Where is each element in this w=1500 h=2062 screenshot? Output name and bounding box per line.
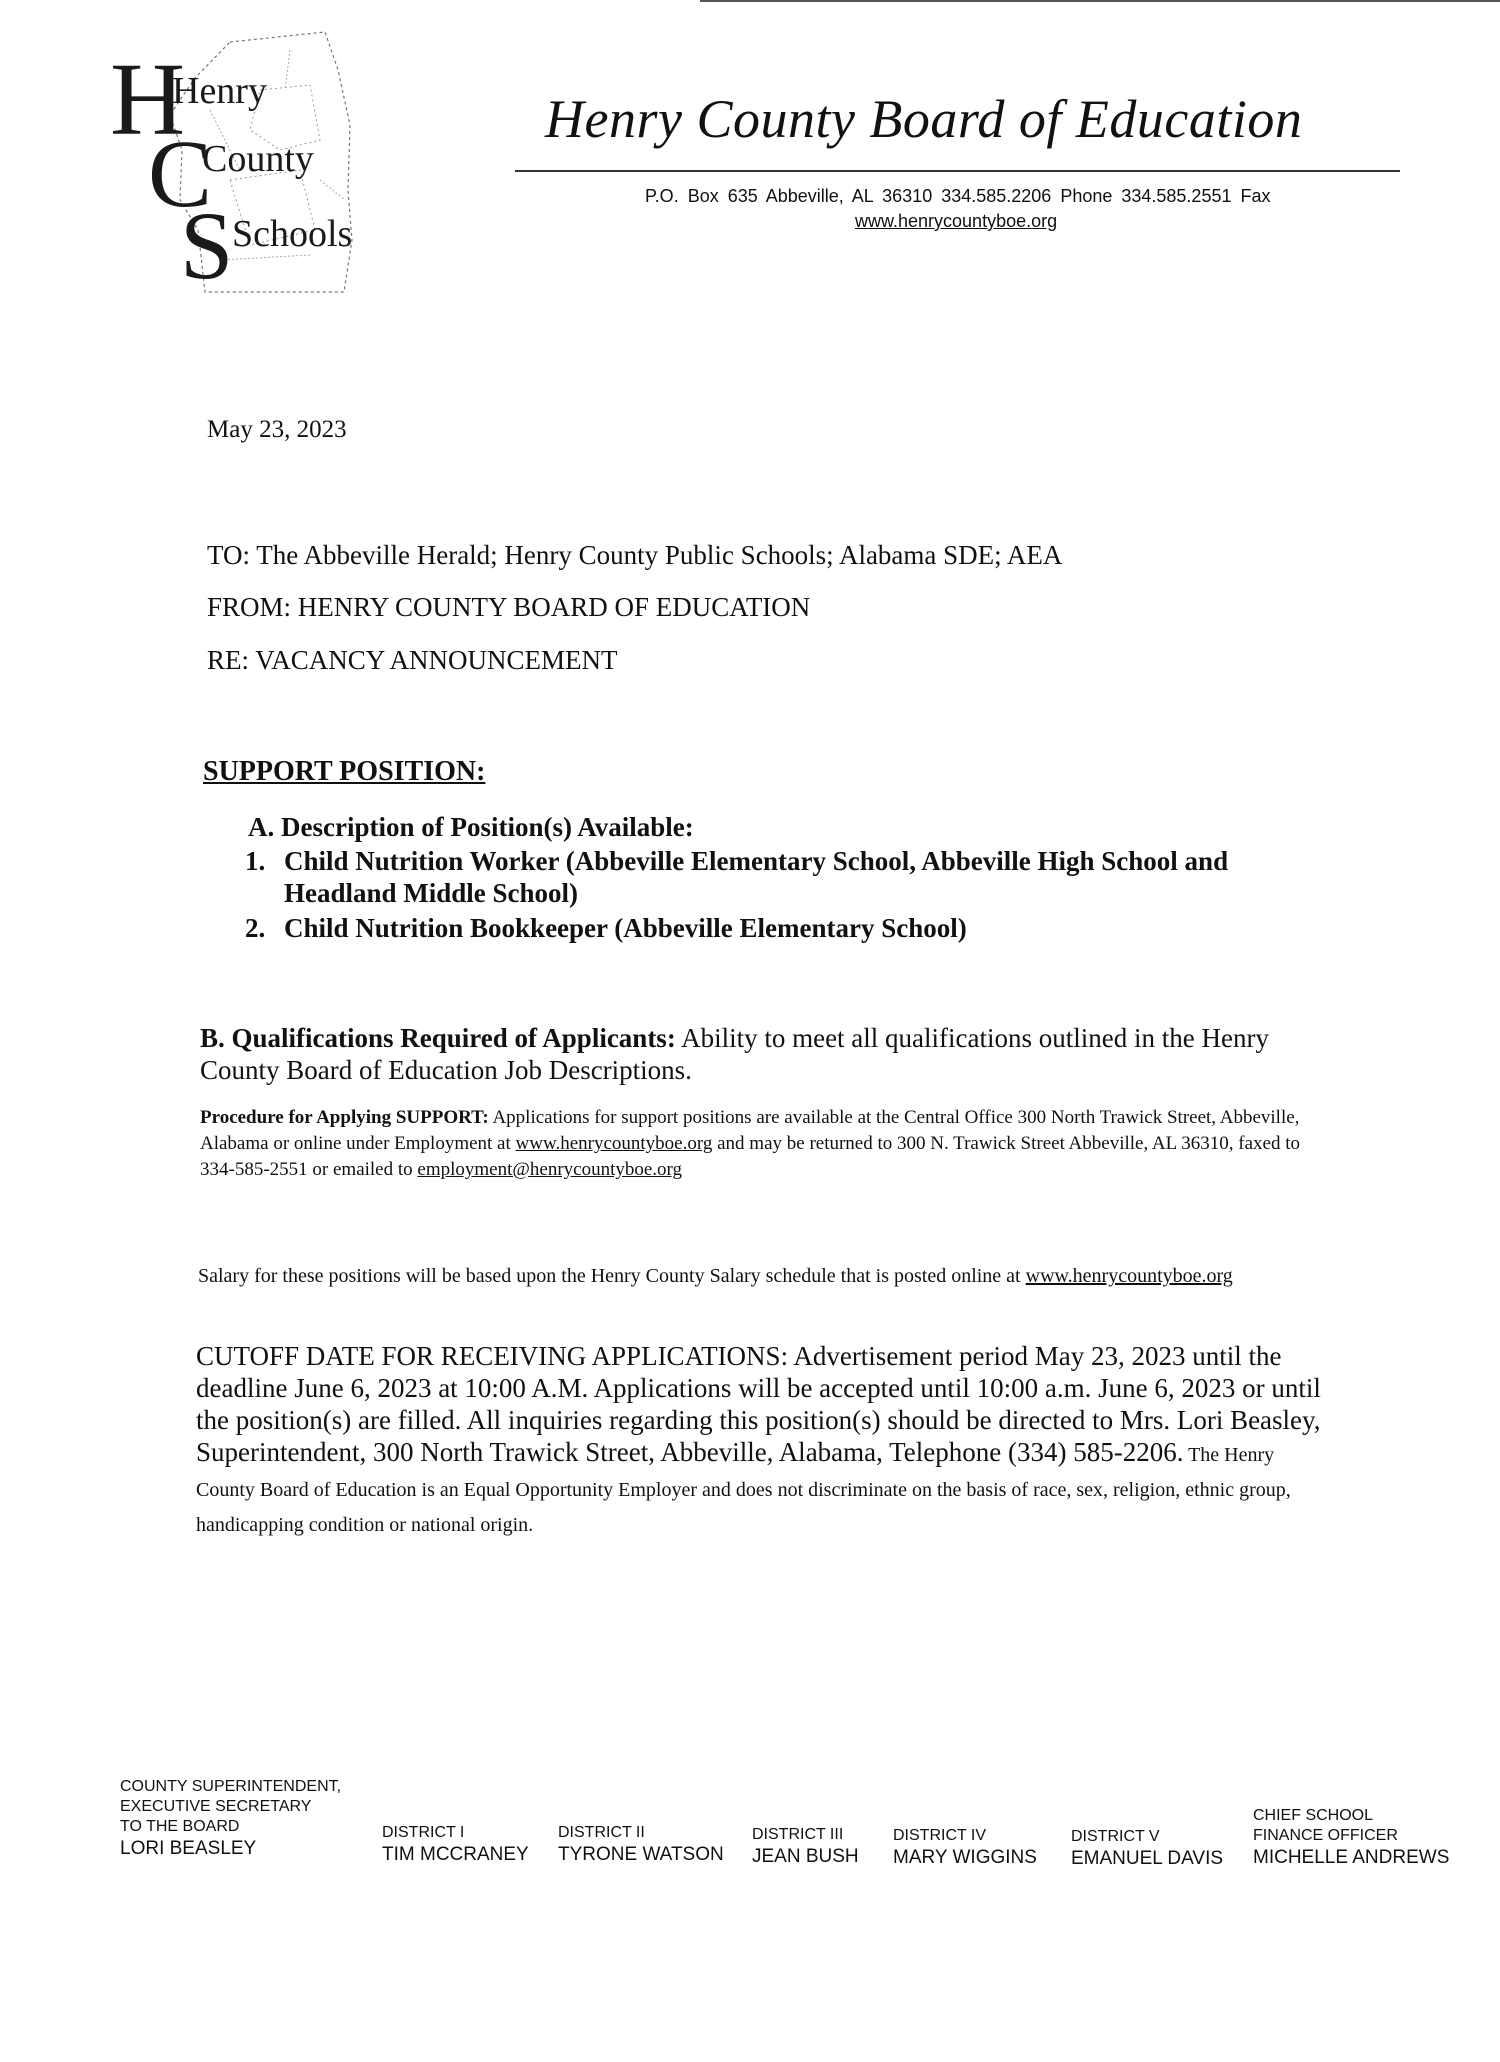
footer-name: MICHELLE ANDREWS [1253,1847,1450,1868]
footer-name: JEAN BUSH [752,1846,859,1867]
footer-district-2 [558,1823,724,1867]
position-1-line-2: Headland Middle School) [284,878,579,908]
top-border-line [700,0,1500,2]
salary-text: Salary for these positions will be based upon the Henry County Salary schedule that is posted online at [198,1265,1026,1287]
logo-letter-s: S [180,192,234,299]
qualifications-label: B. Qualifications Required of Applicants: [200,1023,676,1053]
board-title: Henry County Board of Education [545,89,1303,149]
footer-title-line: DISTRICT I [382,1824,465,1841]
footer-title-line: FINANCE OFFICER [1253,1827,1398,1844]
footer-title-line: EXECUTIVE SECRETARY [120,1798,312,1815]
footer-name: EMANUEL DAVIS [1071,1848,1224,1869]
qualifications-text: Ability to meet all qualifications outlined in the Henry County Board of Education Job Descriptions. [200,1023,1269,1085]
footer-title-line: DISTRICT III [752,1826,844,1843]
logo-letter-c: C [148,120,213,227]
footer-name: LORI BEASLEY [120,1838,257,1859]
footer-superintendent [120,1777,341,1861]
procedure-label: Procedure for Applying SUPPORT: [200,1107,489,1128]
footer-name: TYRONE WATSON [558,1844,724,1865]
footer-name: TIM MCCRANEY [382,1844,529,1865]
memo-re: RE: VACANCY ANNOUNCEMENT [207,645,618,675]
memo-from: FROM: HENRY COUNTY BOARD OF EDUCATION [207,592,811,622]
footer-district-4 [893,1826,1037,1870]
footer-title-line: DISTRICT V [1071,1828,1160,1845]
position-2-line-1: Child Nutrition Bookkeeper (Abbeville Elementary School) [284,913,967,943]
section-title: SUPPORT POSITION: [203,756,486,787]
eeo-statement: The Henry County Board of Education is an Equal Opportunity Employer and does not discriminate on the basis of race, sex, religion, ethnic group, handicapping condition or national origin. [196,1444,1291,1536]
footer-name: MARY WIGGINS [893,1847,1037,1868]
header-website-link[interactable]: www.henrycountyboe.org [855,211,1058,231]
footer-title-line: CHIEF SCHOOL [1253,1807,1374,1824]
qualifications-paragraph [200,1022,1330,1086]
procedure-paragraph [200,1105,1330,1183]
procedure-text-1: Applications for support positions are available at the Central Office 300 North Trawick Street, Abbeville, Alabama or online under Employment at [200,1107,1300,1154]
footer-title-line: COUNTY SUPERINTENDENT, [120,1778,342,1795]
footer-finance-officer [1253,1806,1449,1870]
position-1-number: 1. [245,846,266,876]
footer-title-line: DISTRICT II [558,1824,645,1841]
footer-title-line: TO THE BOARD [120,1818,240,1835]
logo-letter-h: H [110,42,186,157]
contact-line: P.O. Box 635 Abbeville, AL 36310 334.585.2206 Phone 334.585.2551 Fax [645,186,1271,206]
description-heading: A. Description of Position(s) Available: [248,812,694,842]
memo-to: TO: The Abbeville Herald; Henry County Public Schools; Alabama SDE; AEA [207,540,1063,570]
cutoff-paragraph [196,1340,1336,1541]
procedure-text-2: and may be returned to 300 N. Trawick Street Abbeville, AL 36310, faxed to 334-585-2551 or emailed to [200,1133,1301,1180]
footer-district-3 [752,1825,859,1869]
letter-date: May 23, 2023 [207,416,347,443]
position-1-line-1: Child Nutrition Worker (Abbeville Elementary School, Abbeville High School and [284,846,1229,876]
cutoff-text: CUTOFF DATE FOR RECEIVING APPLICATIONS: Advertisement period May 23, 2023 until the deadline June 6, 2023 at 10:00 A.M. Applications will be accepted until 10:00 a.m. June 6, 2023 or until the position(s) are filled. All inquiries regarding this position(s) should be directed to Mrs. Lori Beasley, Superintendent, 300 North Trawick Street, Abbeville, Alabama, Telephone (334) 585-2206. [196,1341,1321,1467]
header-rule [515,170,1400,172]
position-2-number: 2. [245,913,266,943]
procedure-website-link[interactable]: www.henrycountyboe.org [515,1133,713,1154]
footer-district-5 [1071,1827,1223,1871]
salary-website-link[interactable]: www.henrycountyboe.org [1025,1265,1233,1287]
salary-paragraph [198,1263,1318,1289]
logo-word-schools: Schools [232,213,353,255]
logo-word-henry: Henry [172,70,267,112]
henry-county-schools-logo [110,30,400,300]
footer-title-line: DISTRICT IV [893,1827,987,1844]
logo-word-county: County [202,138,314,180]
procedure-email-link[interactable]: employment@henrycountyboe.org [417,1159,683,1180]
footer-district-1 [382,1823,529,1867]
